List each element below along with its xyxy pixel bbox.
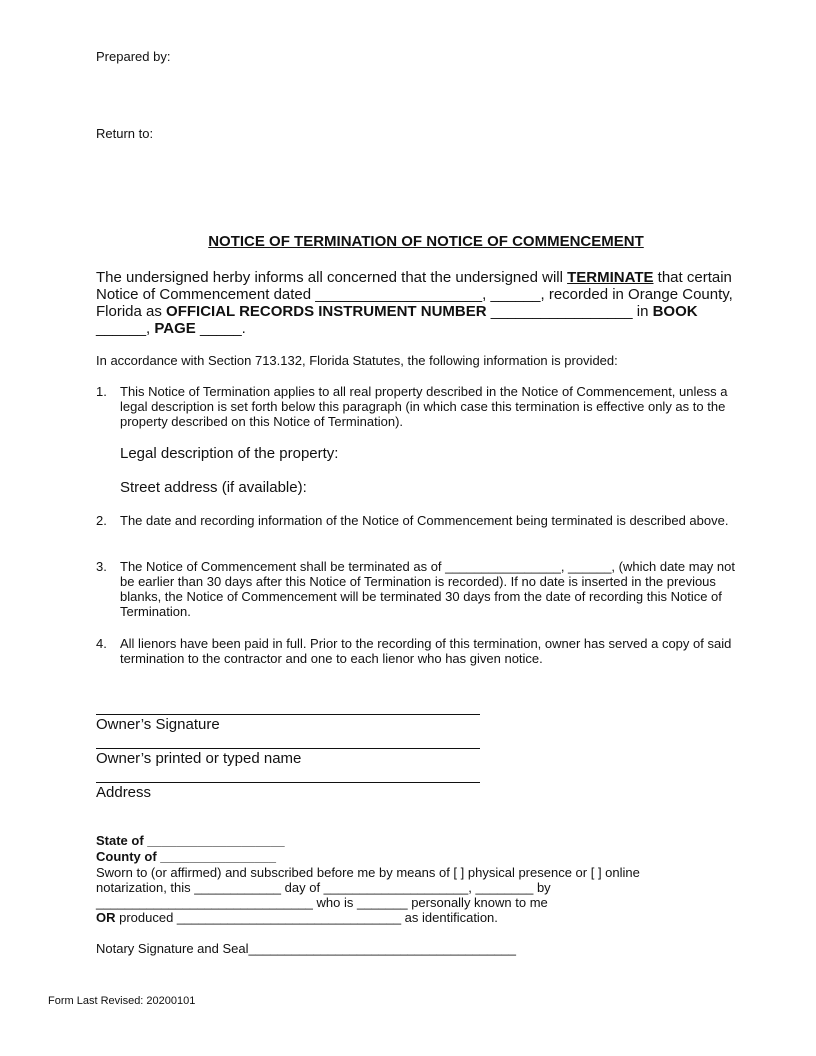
intro-paragraph [96, 269, 736, 337]
form-revision-footer: Form Last Revised: 20200101 [48, 995, 196, 1007]
intro-text-3: _________________ in [486, 303, 653, 320]
street-address-label: Street address (if available): [120, 479, 307, 496]
sworn-line-3: ______________________________ who is _______ personally known to me [96, 895, 548, 910]
numbered-item [96, 636, 736, 666]
item-text: This Notice of Termination applies to all real property described in the Notice of Commencement, unless a legal description is set forth below this paragraph (in which case this termination is effective only as to the property described on this Notice of Termination). [120, 384, 728, 429]
sworn-line-2: notarization, this ____________ day of ____________________, ________ by [96, 880, 551, 895]
intro-text-4: ______, [96, 320, 155, 337]
legal-description-label: Legal description of the property: [120, 445, 339, 462]
address-line [96, 782, 480, 783]
page-label: PAGE [154, 320, 196, 337]
item-number: 1. [96, 384, 107, 399]
county-of-line [96, 849, 276, 864]
owner-name-line [96, 748, 480, 749]
intro-text-1: The undersigned herby informs all concerned that the undersigned will [96, 269, 568, 286]
state-of-line [96, 833, 285, 848]
or-produced-line [96, 910, 498, 925]
sworn-line-1: Sworn to (or affirmed) and subscribed before me by means of [ ] physical presence or [ ] online [96, 865, 640, 880]
produced-text: produced _______________________________ as identification. [115, 910, 498, 925]
document-title: NOTICE OF TERMINATION OF NOTICE OF COMMENCEMENT [208, 233, 644, 250]
county-label: County of [96, 849, 157, 864]
owner-signature-label: Owner’s Signature [96, 716, 220, 733]
owner-name-label: Owner’s printed or typed name [96, 750, 302, 767]
notary-signature-line: Notary Signature and Seal_____________________________________ [96, 941, 516, 956]
item-text: All lienors have been paid in full. Prior to the recording of this termination, owner has served a copy of said termination to the contractor and one to each lienor who has given notice. [120, 636, 732, 666]
prepared-by-label: Prepared by: [96, 49, 171, 64]
intro-text-2: that certain Notice of Commencement dated ____________________, ______, recorded in Orange County, Florida as [96, 269, 733, 320]
item-number: 2. [96, 513, 107, 528]
state-blank: ___________________ [147, 833, 285, 848]
owner-signature-line [96, 714, 480, 715]
intro-text-5: _____. [195, 320, 246, 337]
official-records-label: OFFICIAL RECORDS INSTRUMENT NUMBER [166, 303, 487, 320]
item-text: The Notice of Commencement shall be terminated as of ________________, ______, (which date may not be earlier than 30 days after this Notice of Termination is recorded). If no date is inserted in the previous blanks, the Notice of Commencement will be terminated 30 days from the date of recording this Notice of Termination. [120, 559, 735, 619]
numbered-item [96, 384, 736, 429]
item-number: 3. [96, 559, 107, 574]
address-label: Address [96, 784, 152, 801]
item-text: The date and recording information of the Notice of Commencement being terminated is described above. [120, 513, 729, 528]
terminate-word: TERMINATE [567, 269, 654, 286]
county-blank: ________________ [160, 849, 276, 864]
state-label: State of [96, 833, 144, 848]
numbered-item [96, 559, 736, 619]
book-label: BOOK [652, 303, 698, 320]
item-number: 4. [96, 636, 107, 651]
or-label: OR [96, 910, 116, 925]
numbered-item [96, 513, 736, 528]
return-to-label: Return to: [96, 126, 154, 141]
statute-line: In accordance with Section 713.132, Florida Statutes, the following information is provided: [96, 353, 618, 368]
